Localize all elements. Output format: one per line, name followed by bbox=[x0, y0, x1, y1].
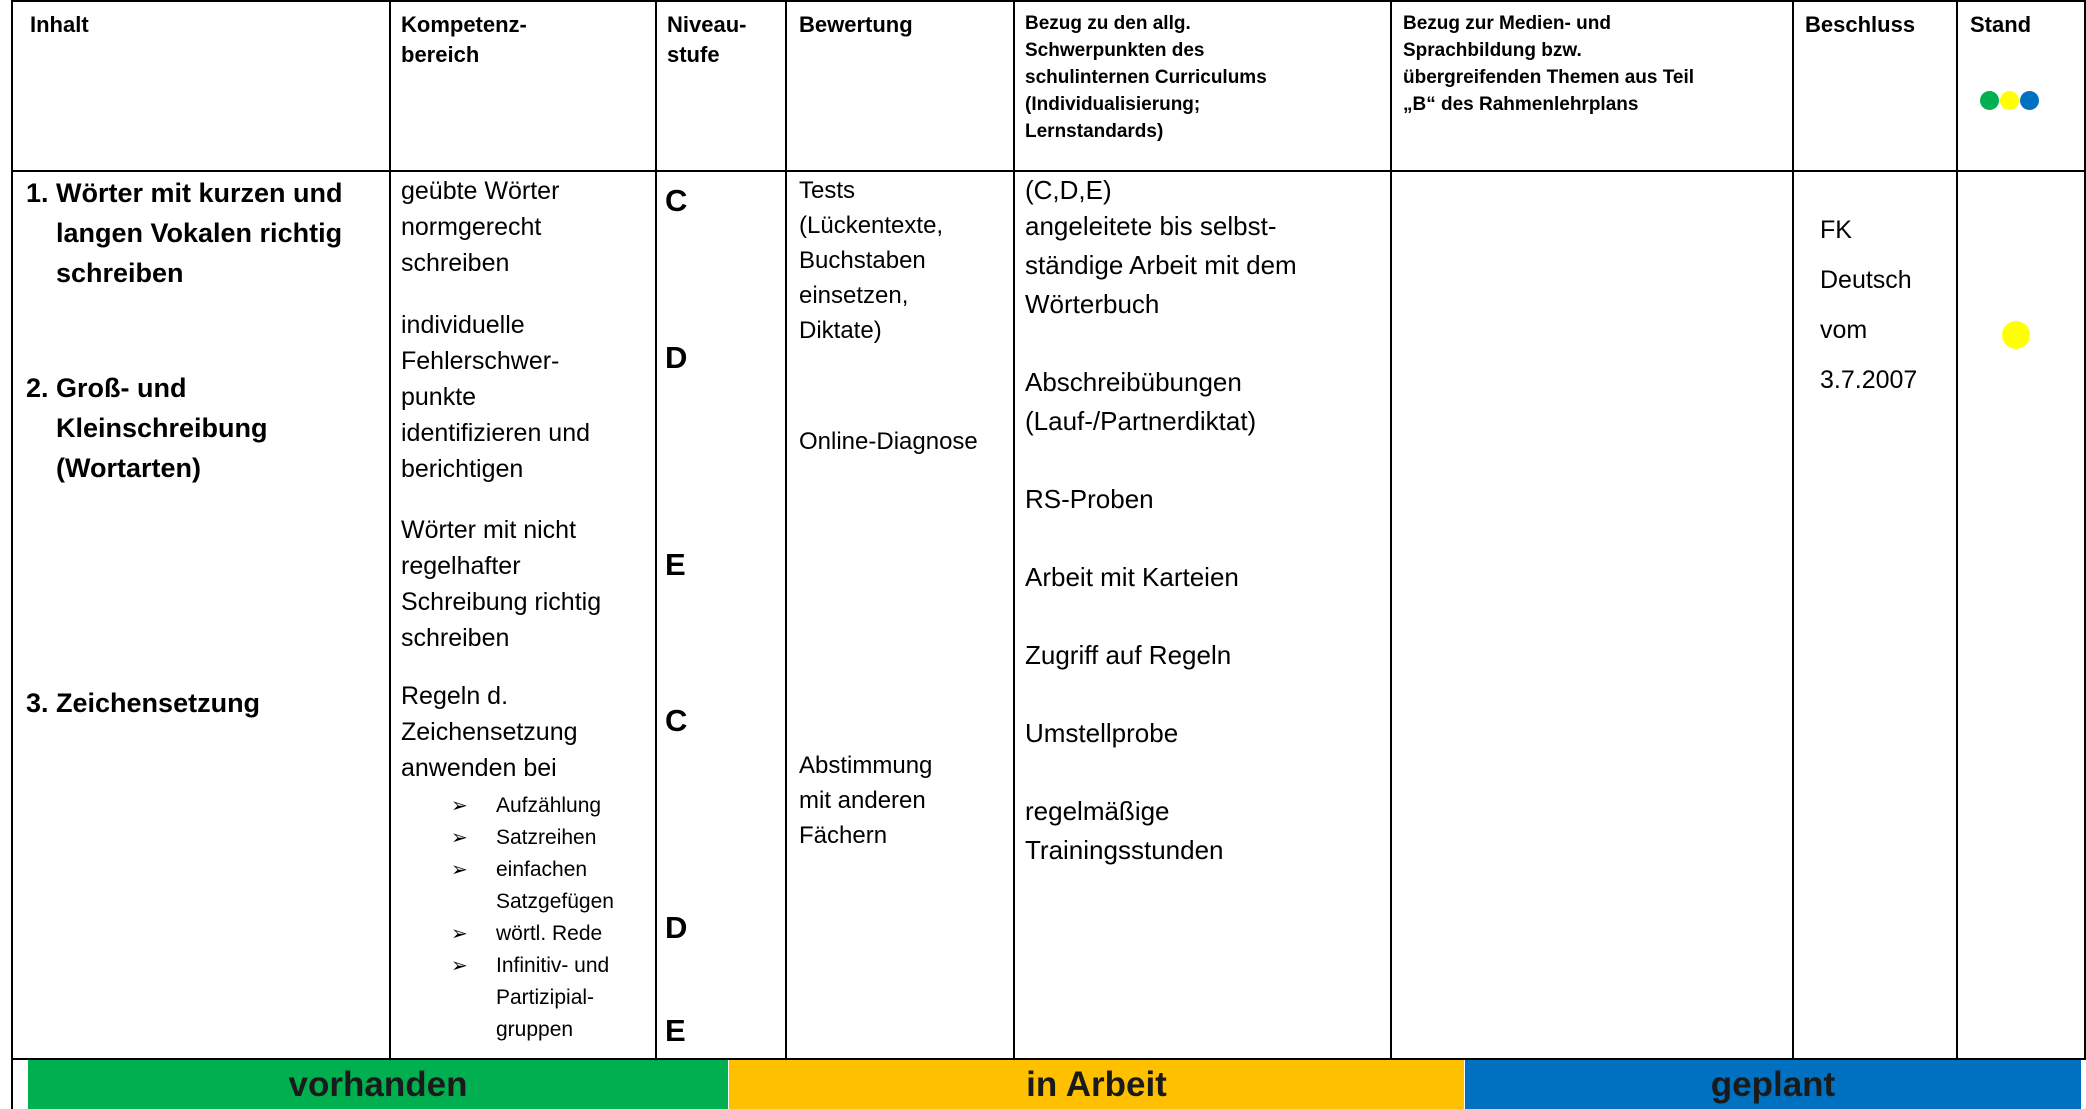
list-item: ➢ wörtl. Rede bbox=[401, 918, 651, 950]
kompetenz-bullet-list bbox=[401, 790, 651, 1046]
bewertung-abstimmung bbox=[799, 748, 1011, 853]
niveau-c-1: C bbox=[665, 183, 688, 218]
inhalt-item-1-line-3: schreiben bbox=[56, 258, 184, 288]
inhalt-item-1-line-2: langen Vokalen richtig bbox=[56, 218, 343, 248]
inhalt-item-2-line-2: Kleinschreibung bbox=[56, 413, 268, 443]
status-dot-yellow-current bbox=[2002, 321, 2030, 349]
kompetenz-p1-line-1: geübte Wörter bbox=[401, 177, 560, 205]
bewertung-tests-line-5: Diktate) bbox=[799, 317, 882, 344]
inhalt-item-3 bbox=[26, 683, 386, 723]
kompetenz-p3-line-2: regelhafter bbox=[401, 552, 521, 580]
legend-border-left bbox=[11, 1060, 13, 1109]
header-bezug-medien-line-1: Bezug zur Medien- und bbox=[1403, 13, 1611, 34]
legend-vorhanden bbox=[28, 1060, 728, 1109]
kompetenz-paragraph-2 bbox=[401, 307, 651, 487]
kompetenz-p1-line-2: normgerecht bbox=[401, 213, 542, 241]
bezug-a7-line-2: Trainingsstunden bbox=[1025, 835, 1224, 865]
niveau-d-2: D bbox=[665, 910, 688, 945]
bewertung-tests bbox=[799, 173, 1011, 348]
header-kompetenz-line-1: Kompetenz- bbox=[401, 12, 527, 37]
inhalt-item-1-line-1: 1. Wörter mit kurzen und bbox=[26, 178, 343, 208]
spacer bbox=[1025, 324, 1387, 363]
col-line-2 bbox=[655, 0, 657, 1060]
list-item: ➢ Aufzählung bbox=[401, 790, 651, 822]
legend-geplant-label: geplant bbox=[1710, 1064, 1836, 1104]
spacer bbox=[1025, 519, 1387, 558]
kompetenz-p2-line-2: Fehlerschwer- bbox=[401, 347, 560, 375]
bezug-a1-line-2: ständige Arbeit mit dem bbox=[1025, 250, 1297, 280]
kompetenz-p2-line-3: punkte bbox=[401, 383, 477, 411]
bezug-a4: Arbeit mit Karteien bbox=[1025, 562, 1239, 592]
status-dot-blue bbox=[2020, 91, 2039, 110]
status-dot-green bbox=[1980, 91, 1999, 110]
bewertung-tests-line-2: (Lückentexte, bbox=[799, 212, 944, 239]
legend-geplant bbox=[1465, 1060, 2081, 1109]
kompetenz-p3-line-1: Wörter mit nicht bbox=[401, 516, 577, 544]
bezug-a1-line-1: angeleitete bis selbst- bbox=[1025, 211, 1277, 241]
header-stand-text: Stand bbox=[1970, 12, 2032, 37]
bewertung-abstimmung-line-1: Abstimmung bbox=[799, 752, 933, 779]
spacer bbox=[1025, 753, 1387, 792]
col-line-5 bbox=[1390, 0, 1392, 1060]
list-item: ➢ Satzreihen bbox=[401, 822, 651, 854]
col-line-3 bbox=[785, 0, 787, 1060]
table-border-top bbox=[11, 0, 2086, 2]
bezug-allg-content bbox=[1025, 173, 1387, 870]
header-bezug-allg bbox=[1025, 10, 1385, 145]
bewertung-tests-line-1: Tests bbox=[799, 177, 856, 204]
header-bezug-allg-line-1: Bezug zu den allg. bbox=[1025, 13, 1191, 34]
bezug-a3: RS-Proben bbox=[1025, 484, 1154, 514]
bezug-a2-line-1: Abschreibübungen bbox=[1025, 367, 1242, 397]
bezug-a6: Umstellprobe bbox=[1025, 718, 1179, 748]
list-item: ➢ Infinitiv- und Partizipial-gruppen bbox=[401, 950, 651, 1046]
niveau-e-1: E bbox=[665, 547, 686, 582]
kompetenz-p2-line-4: identifizieren und bbox=[401, 419, 591, 447]
bezug-a2-line-2: (Lauf-/Partnerdiktat) bbox=[1025, 406, 1257, 436]
bewertung-online bbox=[799, 424, 1011, 460]
list-item: ➢ einfachen Satzgefügen bbox=[401, 854, 651, 918]
header-bezug-allg-line-5: Lernstandards) bbox=[1025, 121, 1164, 142]
header-beschluss-text: Beschluss bbox=[1805, 12, 1916, 37]
bewertung-abstimmung-line-3: Fächern bbox=[799, 822, 888, 849]
header-beschluss bbox=[1805, 10, 1955, 40]
header-bezug-allg-line-2: Schwerpunkten des bbox=[1025, 40, 1205, 61]
header-stand bbox=[1970, 10, 2080, 40]
kompetenz-p3-line-4: schreiben bbox=[401, 624, 510, 652]
header-bezug-allg-line-3: schulinternen Curriculums bbox=[1025, 67, 1267, 88]
niveau-c-2: C bbox=[665, 703, 688, 738]
legend-vorhanden-label: vorhanden bbox=[288, 1064, 468, 1104]
bewertung-tests-line-3: Buchstaben bbox=[799, 247, 926, 274]
beschluss-line-2: Deutsch bbox=[1820, 266, 1912, 294]
niveau-e-2: E bbox=[665, 1013, 686, 1048]
kompetenz-paragraph-4 bbox=[401, 678, 651, 786]
header-bewertung-text: Bewertung bbox=[799, 12, 913, 37]
beschluss-line-4: 3.7.2007 bbox=[1820, 366, 1918, 394]
kompetenz-p3-line-3: Schreibung richtig bbox=[401, 588, 602, 616]
header-inhalt-text: Inhalt bbox=[30, 12, 89, 37]
kompetenz-p4-line-2: Zeichensetzung bbox=[401, 718, 578, 746]
inhalt-item-2-line-1: 2. Groß- und bbox=[26, 373, 187, 403]
kompetenz-p2-line-1: individuelle bbox=[401, 311, 525, 339]
niveau-d-1: D bbox=[665, 340, 688, 375]
spacer bbox=[1025, 597, 1387, 636]
beschluss-content bbox=[1820, 205, 1950, 405]
header-divider bbox=[11, 170, 2086, 172]
kompetenz-p4-line-1: Regeln d. bbox=[401, 682, 509, 710]
beschluss-line-1: FK bbox=[1820, 216, 1852, 244]
legend-in-arbeit-label: in Arbeit bbox=[1026, 1064, 1167, 1104]
bewertung-abstimmung-line-2: mit anderen bbox=[799, 787, 926, 814]
bezug-a1-line-3: Wörterbuch bbox=[1025, 289, 1160, 319]
header-kompetenz-line-2: bereich bbox=[401, 42, 480, 67]
inhalt-item-2-line-3: (Wortarten) bbox=[56, 453, 201, 483]
header-niveau-line-1: Niveau- bbox=[667, 12, 747, 37]
header-bezug-medien-line-2: Sprachbildung bzw. bbox=[1403, 40, 1582, 61]
col-line-6 bbox=[1792, 0, 1794, 1060]
spacer bbox=[1025, 675, 1387, 714]
bezug-a5: Zugriff auf Regeln bbox=[1025, 640, 1232, 670]
header-bezug-allg-line-4: (Individualisierung; bbox=[1025, 94, 1201, 115]
bewertung-tests-line-4: einsetzen, bbox=[799, 282, 909, 309]
legend-in-arbeit bbox=[729, 1060, 1464, 1109]
kompetenz-p4-line-3: anwenden bei bbox=[401, 754, 557, 782]
header-niveau bbox=[667, 10, 782, 70]
bezug-cde: (C,D,E) bbox=[1025, 175, 1112, 205]
header-inhalt bbox=[30, 10, 380, 40]
inhalt-item-2 bbox=[26, 368, 386, 488]
bezug-a7-line-1: regelmäßige bbox=[1025, 796, 1170, 826]
kompetenz-list bbox=[401, 790, 651, 1046]
kompetenz-paragraph-1 bbox=[401, 173, 651, 281]
beschluss-line-3: vom bbox=[1820, 316, 1868, 344]
header-bezug-medien-line-4: „B“ des Rahmenlehrplans bbox=[1403, 94, 1639, 115]
spacer bbox=[1025, 441, 1387, 480]
header-bezug-medien bbox=[1403, 10, 1788, 118]
header-niveau-line-2: stufe bbox=[667, 42, 720, 67]
header-kompetenz bbox=[401, 10, 651, 70]
inhalt-item-1 bbox=[26, 173, 386, 293]
kompetenz-p1-line-3: schreiben bbox=[401, 249, 510, 277]
bewertung-online-text: Online-Diagnose bbox=[799, 428, 978, 455]
col-line-4 bbox=[1013, 0, 1015, 1060]
kompetenz-p2-line-5: berichtigen bbox=[401, 455, 524, 483]
status-dot-yellow bbox=[2000, 91, 2019, 110]
col-line-1 bbox=[389, 0, 391, 1060]
inhalt-item-3-line-1: 3. Zeichensetzung bbox=[26, 688, 261, 718]
kompetenz-paragraph-3 bbox=[401, 512, 651, 656]
header-bewertung bbox=[799, 10, 1009, 40]
col-line-0 bbox=[11, 0, 13, 1060]
col-line-7 bbox=[1956, 0, 1958, 1060]
header-bezug-medien-line-3: übergreifenden Themen aus Teil bbox=[1403, 67, 1695, 88]
